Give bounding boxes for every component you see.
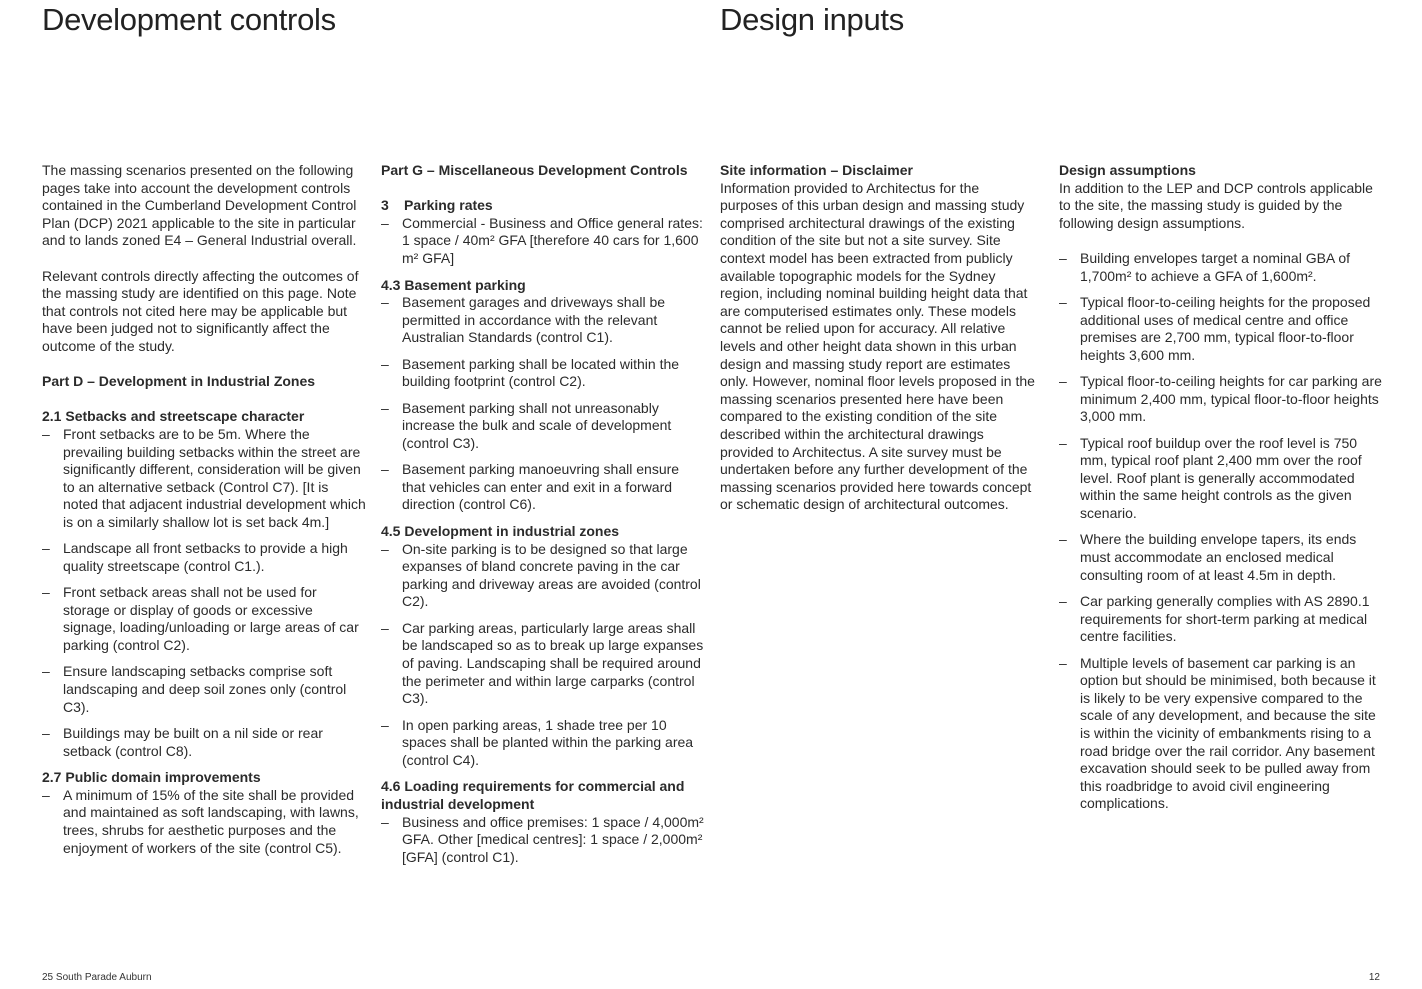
page-number: 12 bbox=[1368, 972, 1380, 983]
section-3-number: 3 bbox=[381, 197, 389, 214]
design-assumptions-heading: Design assumptions bbox=[1059, 162, 1196, 178]
section-2-1-list bbox=[42, 426, 367, 760]
list-item: – Typical roof buildup over the roof level is 750 mm, typical roof plant 2,400 mm over the roof level. Roof plant is generally accommodated within the same height controls as the given scenario. bbox=[1059, 435, 1384, 523]
page-title-design-inputs: Design inputs bbox=[720, 2, 904, 37]
section-4-5-list bbox=[381, 541, 706, 770]
section-3-list bbox=[381, 215, 706, 268]
section-4-3-heading: 4.3 Basement parking bbox=[381, 276, 526, 293]
section-2-1-heading: 2.1 Setbacks and streetscape character bbox=[42, 408, 305, 425]
section-2-7-heading: 2.7 Public domain improvements bbox=[42, 769, 261, 786]
section-4-6-list bbox=[381, 814, 706, 867]
section-3-title: Parking rates bbox=[404, 197, 493, 214]
list-item: – Front setback areas shall not be used for storage or display of goods or excessive signage, loading/unloading or large areas of car parking (control C2). bbox=[42, 584, 367, 654]
section-3-heading bbox=[381, 197, 706, 215]
section-2-7-list bbox=[42, 787, 367, 857]
column-site-information bbox=[720, 162, 1035, 531]
list-item: – On-site parking is to be designed so that large expanses of bland concrete paving in the car parking and driveway areas are avoided (control C2). bbox=[381, 541, 706, 611]
list-item: – Basement parking shall be located within the building footprint (control C2). bbox=[381, 356, 706, 391]
section-4-3-list bbox=[381, 294, 706, 514]
footer-project-name: 25 South Parade Auburn bbox=[42, 972, 152, 983]
list-item: – Building envelopes target a nominal GBA of 1,700m² to achieve a GFA of 1,600m². bbox=[1059, 250, 1384, 285]
list-item: – A minimum of 15% of the site shall be provided and maintained as soft landscaping, with lawns, trees, shrubs for aesthetic purposes and the enjoyment of workers of the site (control C5). bbox=[42, 787, 367, 857]
intro-paragraph-1: The massing scenarios presented on the following pages take into account the development controls contained in the Cumberland Development Control Plan (DCP) 2021 applicable to the site in particular and to lands zoned E4 – General Industrial overall. bbox=[42, 162, 357, 249]
design-assumptions-list bbox=[1059, 250, 1384, 813]
section-4-5-heading: 4.5 Development in industrial zones bbox=[381, 523, 620, 540]
site-information-body: Information provided to Architectus for the purposes of this urban design and massing study comprised architectural drawings of the existing condition of the site but not a site survey. Site context model has been extracted from publicly available topographic models for the Sydney region, including nominal building height data that are computerised estimates only. These models cannot be relied upon for accuracy. All relative levels and other height data shown in this urban design and massing study report are estimates only. However, nominal floor levels proposed in the massing scenarios presented here have been compared to the existing condition of the site described within the architectural drawings provided to Architectus. A site survey must be undertaken before any further development of the massing scenarios provided here towards concept or schematic design of architectural outcomes. bbox=[720, 179, 1035, 513]
list-item: – In open parking areas, 1 shade tree per 10 spaces shall be planted within the parking area (control C4). bbox=[381, 717, 706, 770]
list-item: – Car parking areas, particularly large areas shall be landscaped so as to break up large expanses of paving. Landscaping shall be required around the perimeter and within large carparks (control C3). bbox=[381, 620, 706, 708]
column-design-assumptions bbox=[1059, 162, 1384, 831]
part-g-heading: Part G – Miscellaneous Development Controls bbox=[381, 162, 688, 178]
list-item: – Where the building envelope tapers, its ends must accommodate an enclosed medical consulting room of at least 4.5m in depth. bbox=[1059, 531, 1384, 584]
list-item: – Basement garages and driveways shall be permitted in accordance with the relevant Australian Standards (control C1). bbox=[381, 294, 706, 347]
list-item: – Car parking generally complies with AS 2890.1 requirements for short-term parking at medical centre facilities. bbox=[1059, 593, 1384, 646]
list-item: – Landscape all front setbacks to provide a high quality streetscape (control C1.). bbox=[42, 540, 367, 575]
part-d-heading: Part D – Development in Industrial Zones bbox=[42, 373, 316, 390]
list-item: – Basement parking manoeuvring shall ensure that vehicles can enter and exit in a forward direction (control C6). bbox=[381, 461, 706, 514]
list-item: – Business and office premises: 1 space / 4,000m² GFA. Other [medical centres]: 1 space / 2,000m² [GFA] (control C1). bbox=[381, 814, 706, 867]
list-item: – Front setbacks are to be 5m. Where the prevailing building setbacks within the street are significantly different, consideration will be given to an alternative setback (Control C7). [It is noted that adjacent industrial development which is on a similarly shallow lot is set back 4m.] bbox=[42, 426, 367, 532]
list-item: – Typical floor-to-ceiling heights for the proposed additional uses of medical centre and office premises are 2,700 mm, typical floor-to-floor heights 3,600 mm. bbox=[1059, 294, 1384, 364]
list-item: – Multiple levels of basement car parking is an option but should be minimised, both because it is likely to be very expensive compared to the scale of any development, and because the site is within the vicinity of embankments rising to a road bridge over the rail corridor. Any basement excavation should seek to be pulled away from this roadbridge to avoid civil engineering complications. bbox=[1059, 655, 1384, 813]
column-development-controls-part-d bbox=[42, 162, 367, 875]
list-item: – Typical floor-to-ceiling heights for car parking are minimum 2,400 mm, typical floor-to-floor heights 3,000 mm. bbox=[1059, 373, 1384, 426]
list-item: – Buildings may be built on a nil side or rear setback (control C8). bbox=[42, 725, 367, 760]
page-title-development-controls: Development controls bbox=[42, 2, 336, 37]
site-information-heading: Site information – Disclaimer bbox=[720, 162, 913, 178]
section-4-6-heading: 4.6 Loading requirements for commercial and industrial development bbox=[381, 778, 685, 812]
list-item: – Commercial - Business and Office general rates: 1 space / 40m² GFA [therefore 40 cars for 1,600 m² GFA] bbox=[381, 215, 706, 268]
list-item: – Ensure landscaping setbacks comprise soft landscaping and deep soil zones only (control C3). bbox=[42, 663, 367, 716]
intro-paragraph-2: Relevant controls directly affecting the outcomes of the massing study are identified on this page. Note that controls not cited here may be applicable but have been judged not to significantly affect the outcome of the study. bbox=[42, 267, 359, 354]
column-development-controls-part-g bbox=[381, 162, 706, 884]
list-item: – Basement parking shall not unreasonably increase the bulk and scale of development (control C3). bbox=[381, 400, 706, 453]
design-assumptions-intro: In addition to the LEP and DCP controls applicable to the site, the massing study is guided by the following design assumptions. bbox=[1059, 179, 1373, 231]
